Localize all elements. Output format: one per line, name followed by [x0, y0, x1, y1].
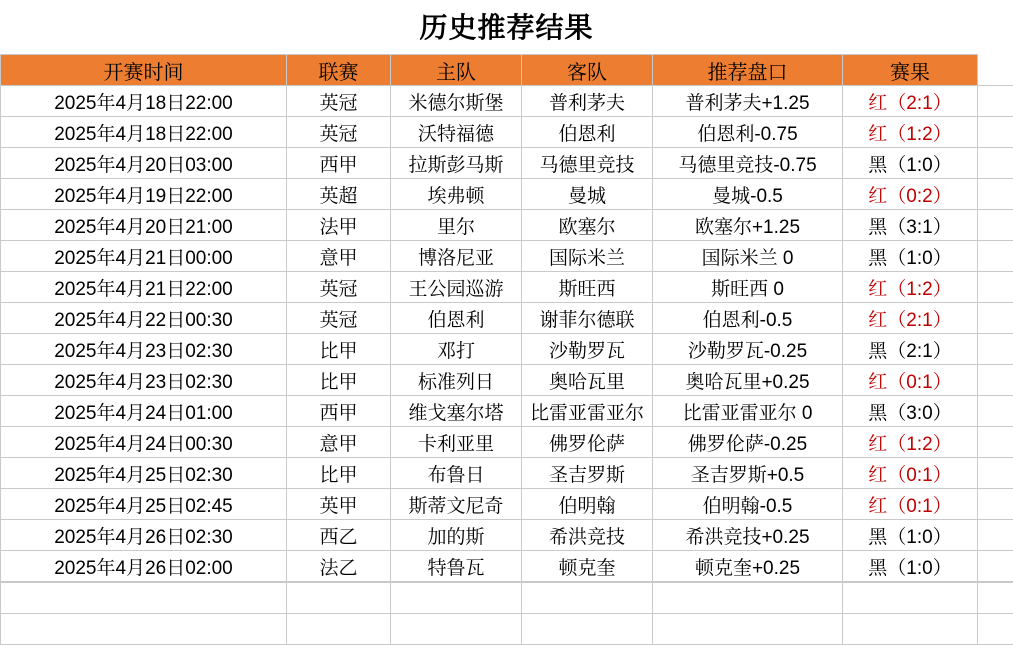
cell-time: 2025年4月24日00:30 — [1, 427, 287, 458]
cell-away-team: 国际米兰 — [522, 241, 653, 272]
cell-recommended-handicap: 比雷亚雷亚尔 0 — [653, 396, 843, 427]
cell-league: 英甲 — [287, 489, 391, 520]
cell-away-team: 顿克奎 — [522, 551, 653, 582]
cell-spacer — [978, 396, 1013, 427]
cell-league: 英冠 — [287, 86, 391, 117]
cell-result — [843, 520, 978, 551]
empty-row — [1, 583, 1013, 614]
cell-away-team: 比雷亚雷亚尔 — [522, 396, 653, 427]
cell-recommended-handicap: 斯旺西 0 — [653, 272, 843, 303]
result-score: （0:1） — [887, 495, 952, 517]
cell-spacer — [978, 458, 1013, 489]
history-results-table — [0, 54, 1013, 582]
cell-spacer — [978, 86, 1013, 117]
cell-result — [843, 303, 978, 334]
result-mark: 黑 — [868, 340, 888, 362]
cell-result — [843, 179, 978, 210]
table-row — [1, 489, 1013, 520]
cell-away-team: 普利茅夫 — [522, 86, 653, 117]
cell-recommended-handicap: 顿克奎+0.25 — [653, 551, 843, 582]
cell-recommended-handicap: 沙勒罗瓦-0.25 — [653, 334, 843, 365]
cell-recommended-handicap: 马德里竞技-0.75 — [653, 148, 843, 179]
cell-spacer — [978, 148, 1013, 179]
cell-home-team: 里尔 — [391, 210, 522, 241]
table-row — [1, 365, 1013, 396]
cell-recommended-handicap: 奥哈瓦里+0.25 — [653, 365, 843, 396]
cell-home-team: 王公园巡游 — [391, 272, 522, 303]
result-score: （1:0） — [887, 247, 952, 269]
cell-time: 2025年4月18日22:00 — [1, 86, 287, 117]
table-row — [1, 303, 1013, 334]
cell-time: 2025年4月26日02:00 — [1, 551, 287, 582]
result-mark: 红 — [868, 278, 888, 300]
result-score: （2:1） — [887, 340, 952, 362]
empty-row — [1, 614, 1013, 645]
result-score: （0:1） — [887, 371, 952, 393]
cell-league: 比甲 — [287, 365, 391, 396]
cell-time: 2025年4月23日02:30 — [1, 365, 287, 396]
result-score: （2:1） — [887, 309, 952, 331]
table-row — [1, 334, 1013, 365]
cell-spacer — [978, 179, 1013, 210]
cell-time: 2025年4月20日03:00 — [1, 148, 287, 179]
result-mark: 黑 — [868, 526, 888, 548]
table-row — [1, 148, 1013, 179]
cell-time: 2025年4月26日02:30 — [1, 520, 287, 551]
cell-recommended-handicap: 圣吉罗斯+0.5 — [653, 458, 843, 489]
cell-league: 西甲 — [287, 396, 391, 427]
cell-spacer — [978, 489, 1013, 520]
table-row — [1, 86, 1013, 117]
result-mark: 红 — [868, 371, 888, 393]
result-score: （1:2） — [887, 278, 952, 300]
cell-result — [843, 148, 978, 179]
cell-league: 意甲 — [287, 427, 391, 458]
table-row — [1, 396, 1013, 427]
page-title: 历史推荐结果 — [419, 12, 594, 43]
cell-recommended-handicap: 佛罗伦萨-0.25 — [653, 427, 843, 458]
cell-league: 西乙 — [287, 520, 391, 551]
result-mark: 红 — [868, 123, 888, 145]
cell-result — [843, 272, 978, 303]
result-mark: 黑 — [868, 216, 888, 238]
cell-recommended-handicap: 曼城-0.5 — [653, 179, 843, 210]
cell-away-team: 谢菲尔德联 — [522, 303, 653, 334]
result-mark: 黑 — [868, 247, 888, 269]
cell-league: 英冠 — [287, 272, 391, 303]
cell-result — [843, 117, 978, 148]
cell-away-team: 沙勒罗瓦 — [522, 334, 653, 365]
result-score: （3:0） — [887, 402, 952, 424]
cell-recommended-handicap: 普利茅夫+1.25 — [653, 86, 843, 117]
cell-home-team: 斯蒂文尼奇 — [391, 489, 522, 520]
table-row — [1, 272, 1013, 303]
result-score: （1:2） — [887, 433, 952, 455]
cell-spacer — [978, 241, 1013, 272]
table-row — [1, 241, 1013, 272]
result-mark: 红 — [868, 433, 888, 455]
table-row — [1, 427, 1013, 458]
cell-recommended-handicap: 国际米兰 0 — [653, 241, 843, 272]
result-score: （0:1） — [887, 464, 952, 486]
table-row — [1, 210, 1013, 241]
cell-home-team: 米德尔斯堡 — [391, 86, 522, 117]
cell-away-team: 佛罗伦萨 — [522, 427, 653, 458]
table-row — [1, 551, 1013, 582]
cell-recommended-handicap: 伯明翰-0.5 — [653, 489, 843, 520]
result-mark: 红 — [868, 185, 888, 207]
column-header-league: 联赛 — [287, 55, 391, 86]
column-header-away-team: 客队 — [522, 55, 653, 86]
result-score: （1:0） — [887, 557, 952, 579]
result-mark: 黑 — [868, 154, 888, 176]
cell-away-team: 圣吉罗斯 — [522, 458, 653, 489]
cell-league: 意甲 — [287, 241, 391, 272]
cell-time: 2025年4月18日22:00 — [1, 117, 287, 148]
column-header-time: 开赛时间 — [1, 55, 287, 86]
column-header-home-team: 主队 — [391, 55, 522, 86]
cell-spacer — [978, 520, 1013, 551]
cell-result — [843, 210, 978, 241]
cell-result — [843, 241, 978, 272]
column-header-recommended-handicap: 推荐盘口 — [653, 55, 843, 86]
cell-time: 2025年4月20日21:00 — [1, 210, 287, 241]
cell-home-team: 埃弗顿 — [391, 179, 522, 210]
cell-recommended-handicap: 希洪竞技+0.25 — [653, 520, 843, 551]
cell-away-team: 斯旺西 — [522, 272, 653, 303]
cell-result — [843, 396, 978, 427]
cell-spacer — [978, 303, 1013, 334]
cell-home-team: 标准列日 — [391, 365, 522, 396]
cell-league: 比甲 — [287, 458, 391, 489]
cell-league: 比甲 — [287, 334, 391, 365]
cell-league: 英冠 — [287, 303, 391, 334]
cell-result — [843, 86, 978, 117]
cell-spacer — [978, 334, 1013, 365]
cell-time: 2025年4月25日02:45 — [1, 489, 287, 520]
cell-result — [843, 334, 978, 365]
cell-league: 法乙 — [287, 551, 391, 582]
cell-away-team: 曼城 — [522, 179, 653, 210]
result-mark: 红 — [868, 92, 888, 114]
cell-home-team: 卡利亚里 — [391, 427, 522, 458]
column-header-spacer — [978, 55, 1013, 86]
cell-home-team: 加的斯 — [391, 520, 522, 551]
cell-league: 英冠 — [287, 117, 391, 148]
cell-away-team: 欧塞尔 — [522, 210, 653, 241]
cell-league: 法甲 — [287, 210, 391, 241]
result-mark: 红 — [868, 464, 888, 486]
cell-home-team: 拉斯彭马斯 — [391, 148, 522, 179]
column-header-result: 赛果 — [843, 55, 978, 86]
result-score: （1:2） — [887, 123, 952, 145]
cell-away-team: 希洪竞技 — [522, 520, 653, 551]
cell-time: 2025年4月23日02:30 — [1, 334, 287, 365]
result-mark: 红 — [868, 309, 888, 331]
cell-home-team: 邓打 — [391, 334, 522, 365]
cell-away-team: 马德里竞技 — [522, 148, 653, 179]
cell-time: 2025年4月24日01:00 — [1, 396, 287, 427]
cell-result — [843, 365, 978, 396]
cell-time: 2025年4月22日00:30 — [1, 303, 287, 334]
cell-spacer — [978, 365, 1013, 396]
cell-home-team: 博洛尼亚 — [391, 241, 522, 272]
cell-spacer — [978, 210, 1013, 241]
result-mark: 红 — [868, 495, 888, 517]
result-mark: 黑 — [868, 402, 888, 424]
cell-result — [843, 489, 978, 520]
cell-home-team: 伯恩利 — [391, 303, 522, 334]
cell-league: 西甲 — [287, 148, 391, 179]
table-row — [1, 520, 1013, 551]
cell-result — [843, 551, 978, 582]
result-score: （0:2） — [887, 185, 952, 207]
empty-rows-area — [0, 582, 1013, 645]
cell-away-team: 伯明翰 — [522, 489, 653, 520]
table-header-row — [1, 55, 1013, 86]
result-mark: 黑 — [868, 557, 888, 579]
cell-recommended-handicap: 欧塞尔+1.25 — [653, 210, 843, 241]
cell-home-team: 特鲁瓦 — [391, 551, 522, 582]
cell-spacer — [978, 551, 1013, 582]
table-row — [1, 179, 1013, 210]
cell-home-team: 沃特福德 — [391, 117, 522, 148]
result-score: （1:0） — [887, 154, 952, 176]
cell-spacer — [978, 117, 1013, 148]
cell-time: 2025年4月21日00:00 — [1, 241, 287, 272]
cell-result — [843, 458, 978, 489]
cell-home-team: 布鲁日 — [391, 458, 522, 489]
cell-result — [843, 427, 978, 458]
table-body — [1, 86, 1013, 582]
cell-time: 2025年4月21日22:00 — [1, 272, 287, 303]
cell-away-team: 伯恩利 — [522, 117, 653, 148]
cell-recommended-handicap: 伯恩利-0.75 — [653, 117, 843, 148]
table-row — [1, 117, 1013, 148]
result-score: （2:1） — [887, 92, 952, 114]
cell-spacer — [978, 272, 1013, 303]
result-score: （1:0） — [887, 526, 952, 548]
cell-time: 2025年4月19日22:00 — [1, 179, 287, 210]
cell-spacer — [978, 427, 1013, 458]
cell-league: 英超 — [287, 179, 391, 210]
result-score: （3:1） — [887, 216, 952, 238]
table-row — [1, 458, 1013, 489]
cell-time: 2025年4月25日02:30 — [1, 458, 287, 489]
cell-recommended-handicap: 伯恩利-0.5 — [653, 303, 843, 334]
cell-home-team: 维戈塞尔塔 — [391, 396, 522, 427]
cell-away-team: 奥哈瓦里 — [522, 365, 653, 396]
